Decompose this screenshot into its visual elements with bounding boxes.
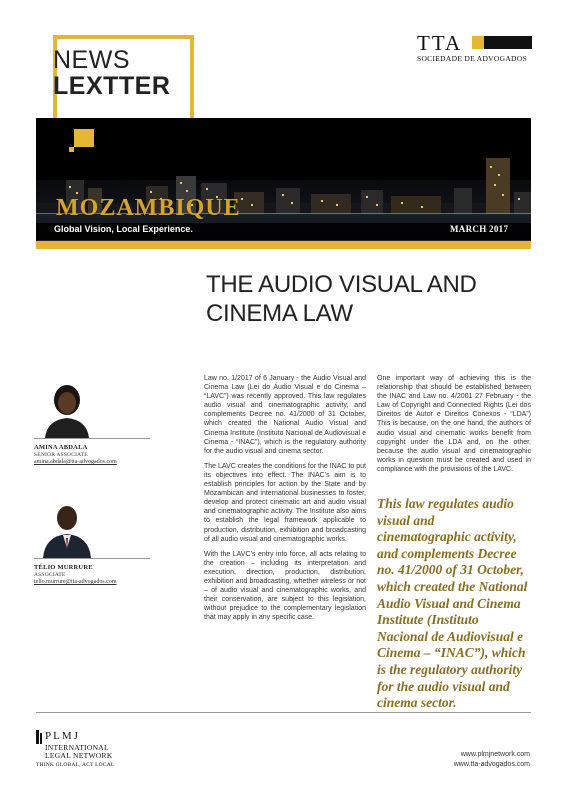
gold-square-small — [69, 147, 74, 152]
tta-logo-gold-block — [472, 36, 484, 49]
plmj-name: PLMJ — [45, 730, 80, 742]
author-email-link[interactable]: amina.abdala@tta-advogados.com — [34, 459, 117, 465]
gold-square-big — [74, 129, 94, 147]
tta-subtitle: SOCIEDADE DE ADVOGADOS — [417, 54, 527, 63]
tagline: Global Vision, Local Experience. — [54, 224, 193, 234]
tta-name: TTA — [417, 31, 463, 55]
author-name: TÉLIO MURRURE — [34, 564, 93, 571]
footer-links — [400, 750, 530, 770]
tta-website-link[interactable]: www.tta-advogados.com — [453, 761, 530, 768]
masthead-news: NEWS — [53, 46, 130, 74]
author-card — [34, 378, 184, 465]
avatar — [37, 378, 97, 438]
masthead-lextter: LEXTTER — [53, 72, 171, 100]
plmj-logo — [36, 730, 156, 775]
footer-divider — [36, 712, 531, 713]
paragraph: With the LAVC’s entry into force, all acts relating to the creation – including its interpretation and execution, direction, production, distribution, exhibition and broadcasting, whether wireless or not – of audio visual and cinematographic works, and their conservation, are subject to this legislation, without prejudice to the complementary legislation that may apply in any specific case. — [204, 550, 366, 622]
author-photo — [37, 498, 97, 558]
paragraph: One important way of achieving this is the relationship that should be established between the INAC and Law no. 4/2001 27 February - the Law of Copyright and Connected Rights (Lei dos Direitos de Autor e Direitos Conexos - “LDA”) This is because, on the one hand, the authors of audio visual and cinematic works benefit from copyright under the LDA and, on the other, because the audio visual and cinematographic works in question must be created and used in compliance with the provisions of the LAVC. — [377, 375, 531, 473]
author-divider — [34, 558, 150, 559]
author-photo — [37, 378, 97, 438]
article-column-1 — [204, 374, 366, 628]
author-name: AMINA ABDALA — [34, 444, 88, 451]
paragraph: Law no. 1/2017 of 6 January - the Audio Visual and Cinema Law (Lei do Áudio Visual e do Cinema – “LAVC”) was recently approved. This law regulates audio visual and cinematographic activity, and complements Decree no. 41/2000 of 31 October, which created the National Audio Visual and Cinema Institute (Instituto Nacional de Audiovisual e Cinema - “INAC”), which is the regulatory authority for the audio visual and cinema sector. — [204, 375, 366, 455]
pull-quote: This law regulates audio visual and cinematographic activity, and complements Decree no. 41/2000 of 31 October, which created the National Audio Visual and Cinema Institute (Instituto Nacional de Audiovisual e Cinema – “INAC”), which is the regulatory authority for the audio visual and cinema sector. — [377, 496, 528, 711]
author-email-link[interactable]: telio.murrure@tta-advogados.com — [34, 579, 117, 585]
paragraph: The LAVC creates the conditions for the INAC to put its objectives into effect. The INAC’s aim is to establish principles for action by the State and by Mozambican and international businesses to foster, develop and protect cinematic art and audio visual and cinematographic activity. The Institute also aims to establish the legal framework applicable to production, distribution, exhibition and broadcasting of all audio visual and cinematographic works. — [204, 462, 366, 543]
gold-rule — [36, 241, 531, 249]
plmj-mark-icon — [36, 730, 39, 744]
issue-date: MARCH 2017 — [450, 224, 509, 234]
plmj-website-link[interactable]: www.plmjnetwork.com — [460, 751, 530, 758]
author-card — [34, 498, 184, 585]
country-heading: MOZAMBIQUE — [56, 195, 241, 221]
author-role: SENIOR ASSOCIATE — [34, 452, 88, 458]
author-divider — [34, 438, 150, 439]
plmj-slogan: THINK GLOBAL, ACT LOCAL — [36, 762, 115, 768]
article-column-2 — [377, 374, 531, 480]
article-title: THE AUDIO VISUAL AND CINEMA LAW — [206, 271, 477, 327]
author-role: ASSOCIATE — [34, 572, 66, 578]
tta-logo — [417, 31, 532, 65]
avatar — [37, 498, 97, 558]
plmj-line-1: INTERNATIONAL — [45, 743, 109, 752]
plmj-line-2: LEGAL NETWORK — [45, 751, 113, 760]
plmj-mark-icon-2 — [40, 733, 42, 744]
